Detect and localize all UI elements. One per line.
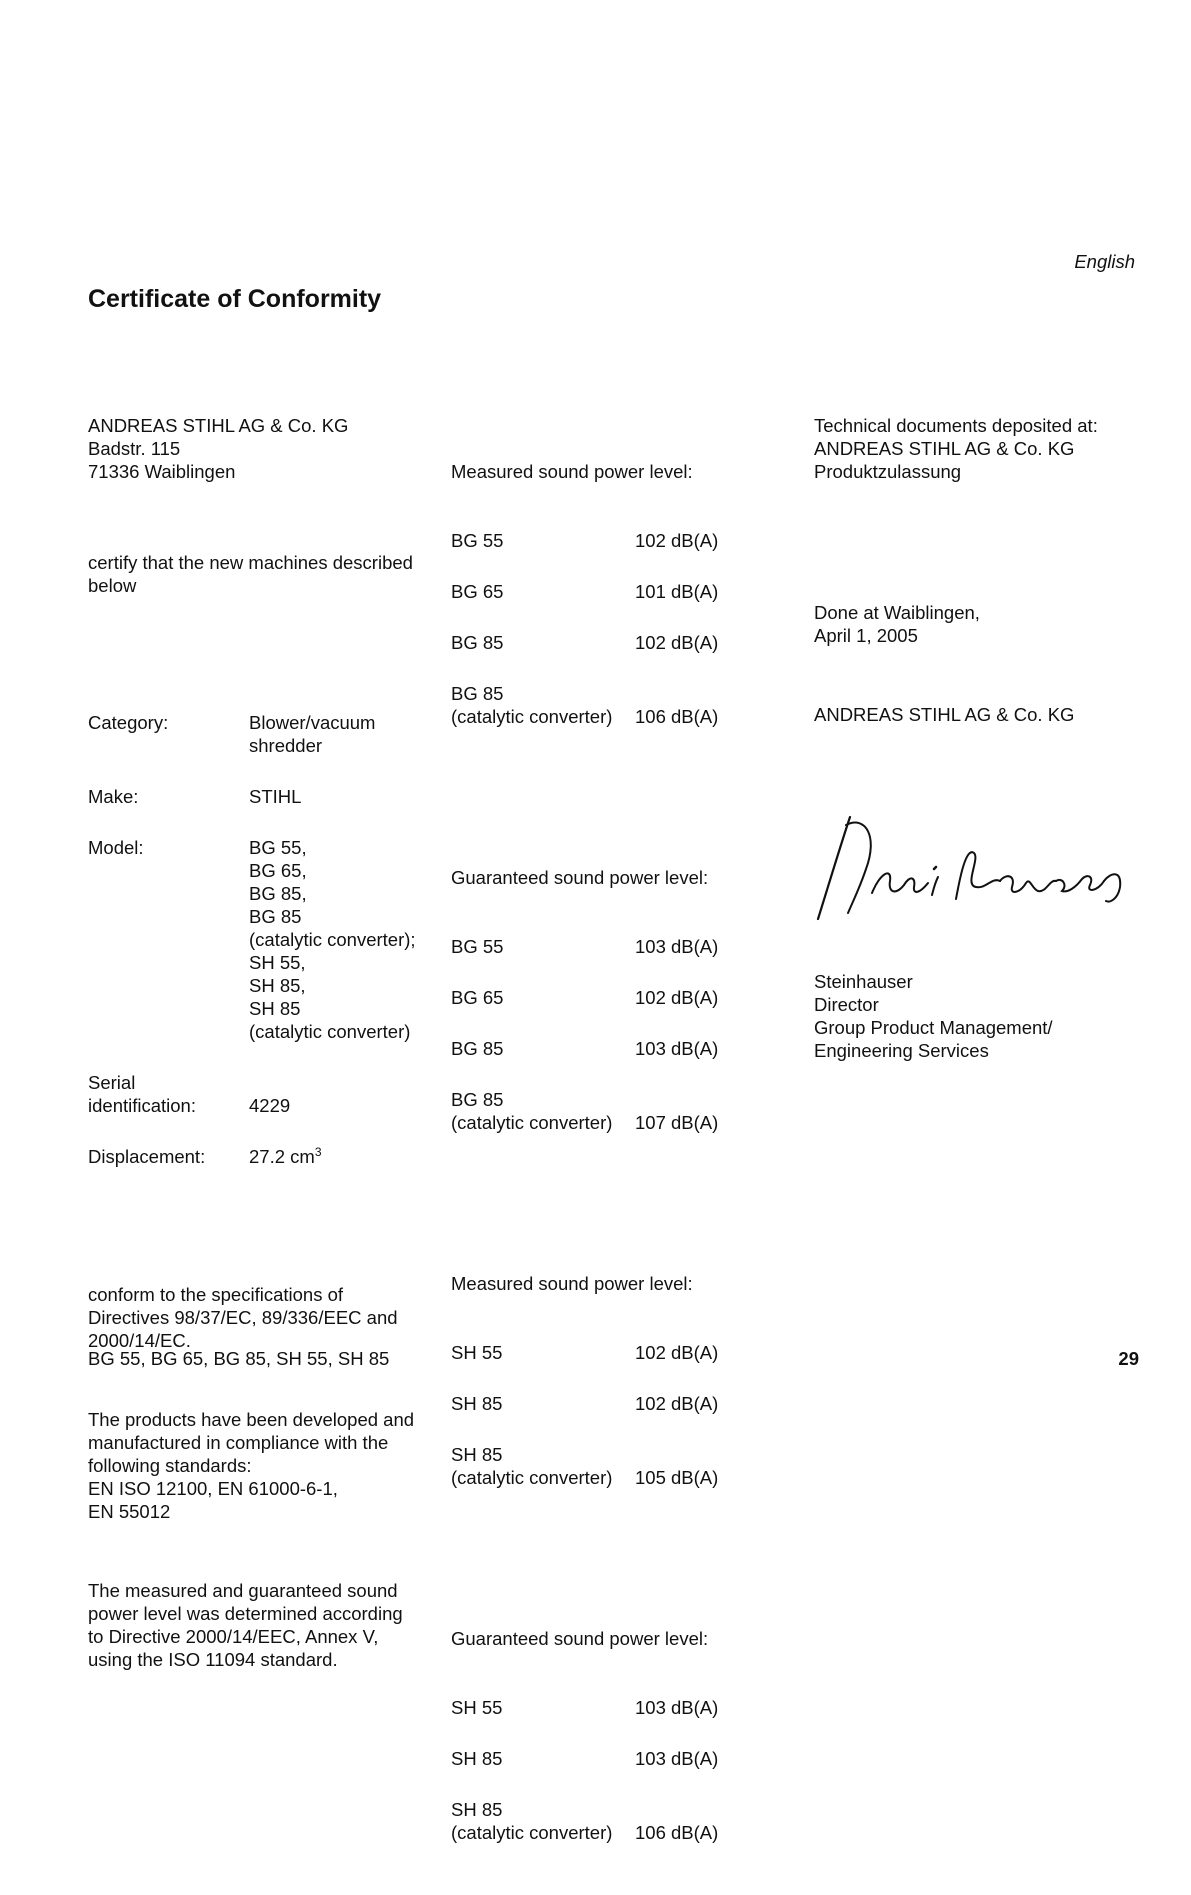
spec-label: Category: (88, 712, 169, 733)
signature-icon (806, 807, 1136, 937)
level-row (451, 935, 731, 958)
displacement-unit-exponent: 3 (314, 1144, 322, 1159)
certify-statement: certify that the new machines described below (88, 552, 413, 596)
footer-model-list: BG 55, BG 65, BG 85, SH 55, SH 85 (88, 1348, 390, 1369)
group-heading: Guaranteed sound power level: (451, 867, 709, 888)
spec-value (249, 1145, 423, 1168)
level-row (451, 1088, 731, 1134)
level-row (451, 1443, 731, 1489)
level-model: SH 55 (451, 1342, 503, 1363)
handwritten-signature (806, 784, 1144, 914)
group-heading: Guaranteed sound power level: (451, 1628, 709, 1649)
level-row (451, 1747, 731, 1770)
group-heading: Measured sound power level: (451, 1273, 693, 1294)
level-model: BG 85 (451, 1038, 504, 1059)
level-row (451, 580, 731, 603)
sound-level-group (451, 843, 731, 1162)
sound-level-group (451, 1604, 731, 1872)
level-row (451, 682, 731, 728)
spec-value: BG 55, BG 65, BG 85, BG 85 (catalytic converter); SH 55, SH 85, SH 85 (catalytic converter) (249, 837, 416, 1042)
spec-label: Make: (88, 786, 139, 807)
sound-level-group (451, 1249, 731, 1517)
level-value: 102 dB(A) (635, 1342, 719, 1363)
spec-list (88, 688, 423, 1196)
page-number: 29 (1118, 1348, 1139, 1369)
spec-label: Serial identification: (88, 1072, 196, 1116)
level-value: 101 dB(A) (635, 581, 719, 602)
standards-statement: The products have been developed and manufactured in compliance with the following standards: EN ISO 12100, EN 61000-6-1, EN 55012 (88, 1409, 415, 1522)
level-row (451, 986, 731, 1009)
spec-row-make (88, 785, 423, 808)
level-row (451, 1696, 731, 1719)
signing-company: ANDREAS STIHL AG & Co. KG (814, 704, 1075, 725)
spec-label: Model: (88, 837, 144, 858)
level-model: BG 85 (catalytic converter) (451, 683, 613, 727)
level-value: 103 dB(A) (635, 1697, 719, 1718)
spec-row-model (88, 836, 423, 1043)
manufacturer-address: ANDREAS STIHL AG & Co. KG Badstr. 115 71336 Waiblingen (88, 415, 349, 482)
level-value: 102 dB(A) (635, 1393, 719, 1414)
level-value: 103 dB(A) (635, 1038, 719, 1059)
spec-row-category (88, 711, 423, 757)
sound-levels-column (451, 391, 731, 1895)
displacement-value: 27.2 cm (249, 1146, 315, 1167)
conformity-statement: conform to the specifications of Directives 98/37/EC, 89/336/EEC and 2000/14/EC. (88, 1284, 398, 1351)
place-and-date: Done at Waiblingen, April 1, 2005 (814, 602, 980, 646)
technical-documents-location: Technical documents deposited at: ANDREAS STIHL AG & Co. KG Produktzulassung (814, 415, 1098, 482)
level-model: BG 65 (451, 581, 504, 602)
level-model: BG 85 (451, 632, 504, 653)
level-row (451, 1341, 731, 1364)
level-value: 102 dB(A) (635, 632, 719, 653)
level-model: SH 85 (catalytic converter) (451, 1799, 613, 1843)
level-model: BG 65 (451, 987, 504, 1008)
level-row (451, 1798, 731, 1844)
level-value: 103 dB(A) (635, 1748, 719, 1769)
signatory-details: Steinhauser Director Group Product Management/ Engineering Services (814, 971, 1053, 1061)
level-value: 103 dB(A) (635, 936, 719, 957)
spec-label: Displacement: (88, 1146, 206, 1167)
level-model: SH 85 (catalytic converter) (451, 1444, 613, 1488)
level-row (451, 631, 731, 654)
declaration-column (88, 391, 423, 1694)
spec-row-displacement (88, 1145, 423, 1168)
level-model: SH 85 (451, 1748, 503, 1769)
group-heading: Measured sound power level: (451, 461, 693, 482)
level-model: BG 55 (451, 530, 504, 551)
level-value: 105 dB(A) (635, 1467, 719, 1488)
level-value: 102 dB(A) (635, 987, 719, 1008)
signature-column (814, 391, 1144, 1085)
language-label: English (1074, 251, 1135, 272)
spec-value: STIHL (249, 786, 302, 807)
level-value: 107 dB(A) (635, 1112, 719, 1133)
level-model: SH 85 (451, 1393, 503, 1414)
page-title: Certificate of Conformity (88, 285, 382, 313)
level-row (451, 529, 731, 552)
spec-value: 4229 (249, 1095, 291, 1116)
measurement-method-note: The measured and guaranteed sound power level was determined according to Directive 2000/14/EEC, Annex V, using the ISO 11094 standard. (88, 1580, 403, 1670)
level-model: BG 85 (catalytic converter) (451, 1089, 613, 1133)
level-row (451, 1392, 731, 1415)
spec-row-serial (88, 1071, 423, 1117)
level-value: 102 dB(A) (635, 530, 719, 551)
level-row (451, 1037, 731, 1060)
spec-value: Blower/vacuum shredder (249, 712, 376, 756)
level-value: 106 dB(A) (635, 1822, 719, 1843)
level-model: BG 55 (451, 936, 504, 957)
level-model: SH 55 (451, 1697, 503, 1718)
sound-level-group (451, 437, 731, 756)
level-value: 106 dB(A) (635, 706, 719, 727)
